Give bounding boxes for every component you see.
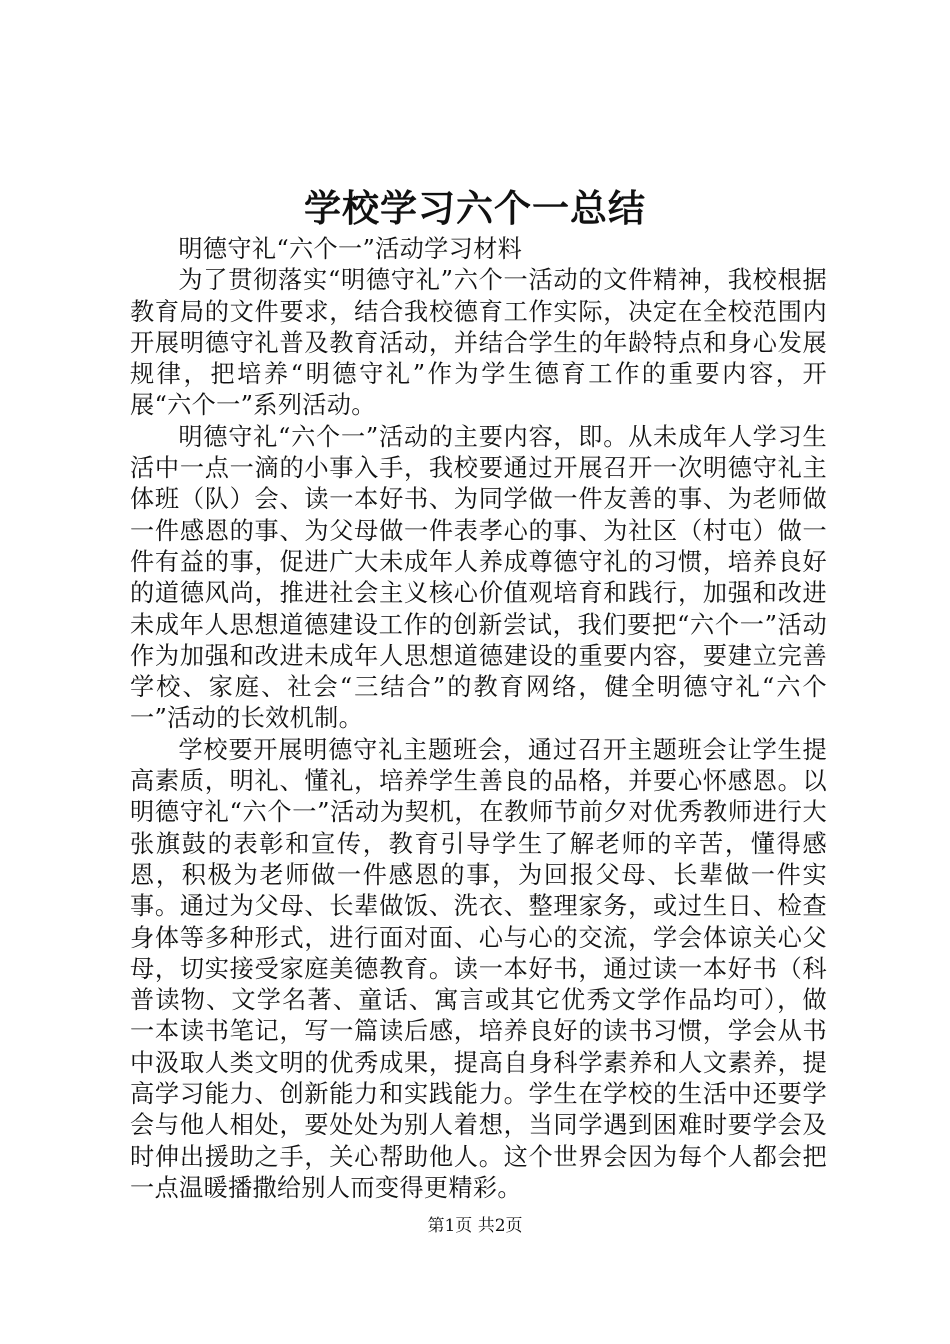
paragraph-2: 明德守礼“六个一”活动的主要内容，即。从未成年人学习生活中一点一滴的小事入手，我校要通过开展召开一次明德守礼主体班（队）会、读一本好书、为同学做一件友善的事、为老师做一件感恩的事、为父母做一件表孝心的事、为社区（村屯）做一件有益的事，促进广大未成年人养成尊德守礼的习惯，培养良好的道德风尚，推进社会主义核心价值观培育和践行，加强和改进未成年人思想道德建设工作的创新尝试，我们要把“六个一”活动作为加强和改进未成年人思想道德建设的重要内容，要建立完善学校、家庭、社会“三结合”的教育网络，健全明德守礼“六个一”活动的长效机制。 (130, 422, 827, 733)
paragraph-subtitle: 明德守礼“六个一”活动学习材料 (178, 235, 523, 263)
document-body (130, 234, 827, 1204)
paragraph-1: 为了贯彻落实“明德守礼”六个一活动的文件精神，我校根据教育局的文件要求，结合我校德育工作实际，决定在全校范围内开展明德守礼普及教育活动，并结合学生的年龄特点和身心发展规律，把培养“明德守礼”作为学生德育工作的重要内容，开展“六个一”系列活动。 (130, 266, 827, 420)
document-title: 学校学习六个一总结 (304, 186, 646, 230)
paragraph-3: 学校要开展明德守礼主题班会，通过召开主题班会让学生提高素质，明礼、懂礼，培养学生善良的品格，并要心怀感恩。以明德守礼“六个一”活动为契机，在教师节前夕对优秀教师进行大张旗鼓的表彰和宣传，教育引导学生了解老师的辛苦，懂得感恩，积极为老师做一件感恩的事，为回报父母、长辈做一件实事。通过为父母、长辈做饭、洗衣、整理家务，或过生日、检查身体等多种形式，进行面对面、心与心的交流，学会体谅关心父母，切实接受家庭美德教育。读一本好书，通过读一本好书（科普读物、文学名著、童话、寓言或其它优秀文学作品均可），做一本读书笔记，写一篇读后感，培养良好的读书习惯，学会从书中汲取人类文明的优秀成果，提高自身科学素养和人文素养，提高学习能力、创新能力和实践能力。学生在学校的生活中还要学会与他人相处，要处处为别人着想，当同学遇到困难时要学会及时伸出援助之手，关心帮助他人。这个世界会因为每个人都会把一点温暖播撒给别人而变得更精彩。 (130, 735, 827, 1202)
page-number-footer: 第1页 共2页 (427, 1216, 523, 1236)
